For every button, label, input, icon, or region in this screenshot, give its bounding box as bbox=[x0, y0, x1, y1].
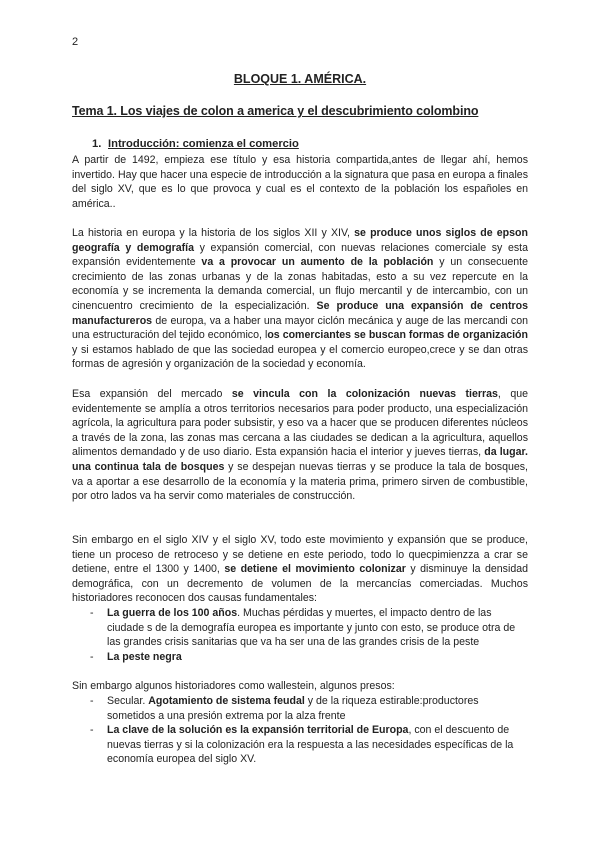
bold-text: Se produce una expansión de centros manufactureros bbox=[72, 299, 528, 327]
text-run: y un consecuente crecimiento de las zonas urbanas y de la zonas habitadas, esto a su vez repercute en la economía y se incrementa la demanda comercial, un flujo mercantil y de intercambio, con un cinencuentro crecimiento de la especialización. bbox=[72, 256, 528, 312]
text-run: , que evidentemente se amplía a otros territorios necesarios para poder producto, una especialización agrícola, la agricultura para poder subsistir, y eso va a hacer que se producen diferentes núcleos a través de la zona, las zonas mas cercana a las ciudades se dedican a la agricultura, aquellos alimentos demandado y de uso diario. Esta expansión hacia el interior y jueves tierras, bbox=[72, 388, 528, 459]
historians-list bbox=[72, 694, 528, 767]
list-item bbox=[72, 694, 528, 723]
bold-text: La clave de la solución es la expansión territorial de Europa bbox=[107, 724, 409, 737]
text-run: La historia en europa y la historia de los siglos XII y XIV, bbox=[72, 227, 355, 239]
list-item-text bbox=[107, 606, 528, 650]
paragraph-4 bbox=[72, 533, 528, 606]
list-item bbox=[72, 650, 528, 665]
list-item bbox=[72, 723, 528, 767]
paragraph-3 bbox=[72, 387, 528, 504]
page-title: BLOQUE 1. AMÉRICA. bbox=[233, 72, 367, 86]
text-run: y expansión comercial, con nuevas relaciones comerciale sy esta expansión evidentemente bbox=[72, 241, 528, 269]
paragraph-2 bbox=[72, 226, 528, 372]
text-run: , con el descuento de nuevas tierras y si la colonización era la respuesta a las necesidades específicas de la economía europea del siglo XV. bbox=[107, 724, 514, 766]
paragraph-5: Sin embargo algunos historiadores como wallestein, algunos presos: bbox=[72, 680, 395, 692]
bold-text: La peste negra bbox=[107, 650, 182, 663]
list-dash: - bbox=[90, 650, 94, 663]
text-run: . Muchas pérdidas y muertes, el impacto dentro de las ciudade s de la demografía europea es importante y junto con esto, se produce otra de las grandes crisis sanitarias que va ha ser una de las grandes crisis de la peste bbox=[107, 607, 516, 649]
list-dash: - bbox=[90, 607, 94, 619]
text-run: y de la riqueza estirable:productores sometidos a una presión extrema por la alza frente bbox=[107, 695, 479, 722]
bold-text: Agotamiento de sistema feudal bbox=[148, 695, 305, 707]
topic-heading: Tema 1. Los viajes de colon a america y el descubrimiento colombino bbox=[72, 104, 479, 118]
bold-text: se produce unos siglos de epson geografía y demografía bbox=[72, 227, 528, 254]
text-run: y disminuye la densidad demográfica, con un decremento de volumen de la mercancías comerciadas. Muchos historiadores reconocen dos causas fundamentales: bbox=[72, 563, 529, 605]
bold-text: va a provocar un aumento de la población bbox=[201, 256, 434, 269]
causes-list bbox=[72, 606, 528, 664]
text-run: A partir de 1492, empieza ese título y esa historia compartida,antes de llegar ahí, hemos invertido. Hay que hacer una especie de introducción a la signatura que pasa en europa a finales del siglo XV, que es lo que provoca y cual es el contexto de la población los españoles en américa.. bbox=[72, 154, 528, 210]
list-dash: - bbox=[90, 724, 94, 737]
section-title: Introducción: comienza el comercio bbox=[108, 138, 299, 150]
list-item-text bbox=[107, 650, 528, 665]
bold-text: se vincula con la colonización nuevas tierras bbox=[231, 388, 498, 400]
bold-text: La guerra de los 100 años bbox=[107, 607, 238, 619]
paragraph-1 bbox=[72, 153, 528, 211]
list-item-text bbox=[107, 694, 528, 723]
bold-text: se detiene el movimiento colonizar bbox=[224, 563, 406, 576]
text-run: Secular. bbox=[107, 695, 149, 707]
text-run: de europa, va a haber una mayor ciclón mecánica y auge de las mercandi con una estructuración del tejido económico, l bbox=[72, 314, 528, 342]
text-run: Sin embargo en el siglo XIV y el siglo XV, todo este movimiento y expansión que se produce, tiene un proceso de retroceso y se detiene en este periodo, todo lo quecpimienzza a crar se detiene, entre el 1300 y 1400, bbox=[72, 534, 528, 576]
text-run: Esa expansión del mercado bbox=[72, 388, 232, 400]
page-number: 2 bbox=[72, 36, 79, 48]
list-item bbox=[72, 606, 528, 650]
section-number: 1. bbox=[92, 138, 102, 150]
text-run: y si estamos hablado de que las sociedad europea y el comercio europeo,crece y se dan otras formas de agresión y organización de la sociedad y economía. bbox=[72, 343, 528, 371]
text-run: y se despejan nuevas tierras y se produce la tala de bosques, va a aportar a ese desarrollo de la economía y la materia prima, primero sirven de combustible, por otro lados va ha servir como materiales de construcción. bbox=[72, 460, 528, 503]
list-dash: - bbox=[90, 695, 94, 707]
bold-text: da lugar. una continua tala de bosques bbox=[72, 446, 528, 473]
list-item-text bbox=[107, 723, 528, 767]
section-heading bbox=[92, 138, 299, 150]
bold-text: os comerciantes se buscan formas de organización bbox=[267, 329, 528, 342]
